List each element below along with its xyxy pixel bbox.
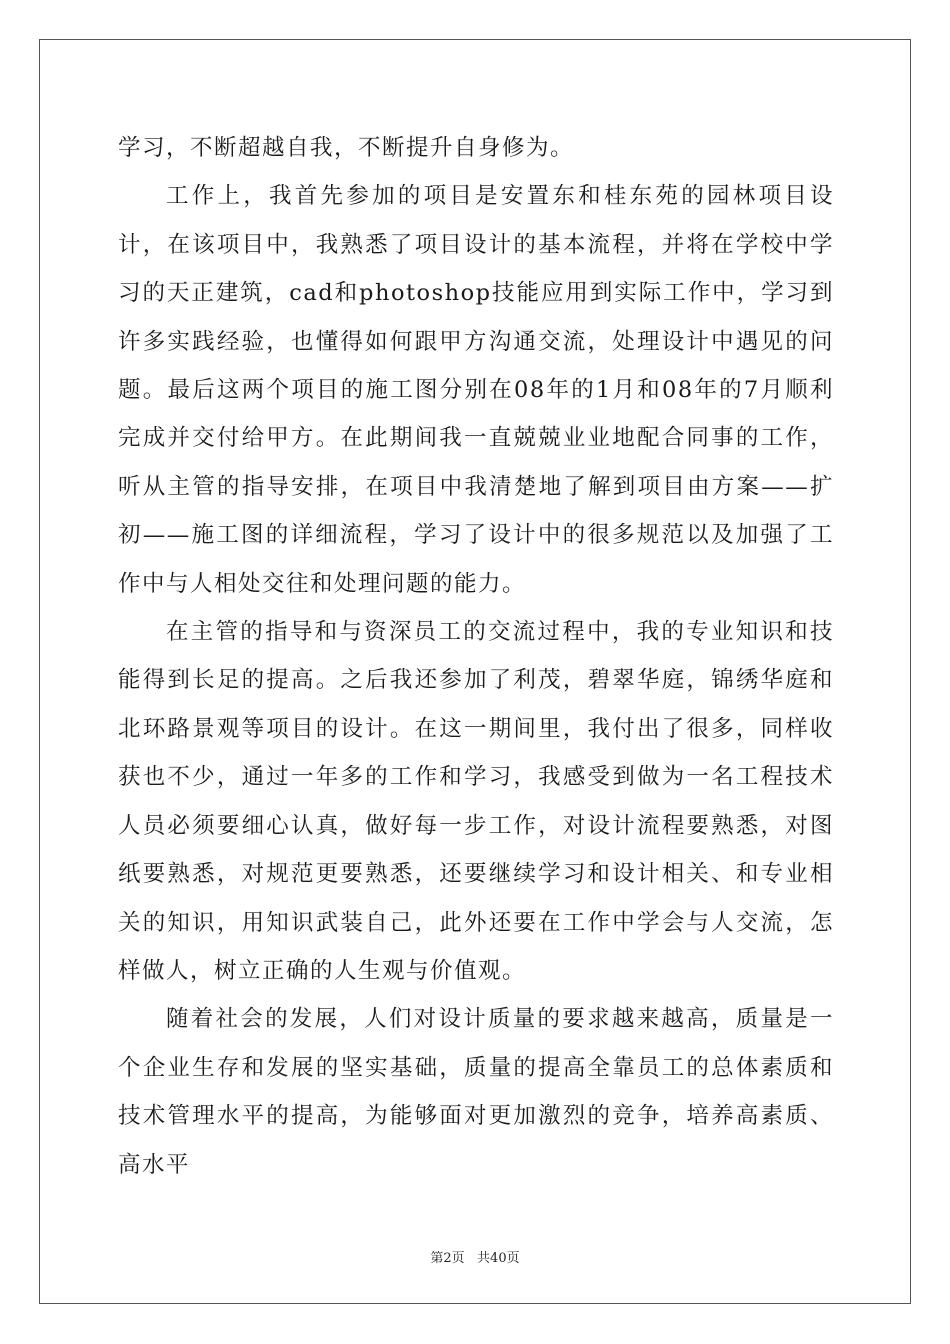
paragraph-quality-development: 随着社会的发展，人们对设计质量的要求越来越高，质量是一个企业生存和发展的坚实基础，质量的提高全靠员工的总体素质和技术管理水平的提高，为能够面对更加激烈的竞争，培养高素质、高水平 [118, 1006, 834, 1178]
page-number: 第2页 共40页 [430, 1251, 520, 1266]
paragraph-work-projects: 工作上，我首先参加的项目是安置东和桂东苑的园林项目设计，在该项目中，我熟悉了项目设计的基本流程，并将在学校中学习的天正建筑，cad和photoshop技能应用到实际工作中，学习到许多实践经验，也懂得如何跟甲方沟通交流，处理设计中遇见的问题。最后这两个项目的施工图分别在08年的1月和08年的7月顺利完成并交付给甲方。在此期间我一直兢兢业业地配合同事的工作，听从主管的指导安排，在项目中我清楚地了解到项目由方案——扩初——施工图的详细流程，学习了设计中的很多规范以及加强了工作中与人相处交往和处理问题的能力。 [118, 183, 834, 597]
paragraph-professional-growth: 在主管的指导和与资深员工的交流过程中，我的专业知识和技能得到长足的提高。之后我还参加了利茂，碧翠华庭，锦绣华庭和北环路景观等项目的设计。在这一期间里，我付出了很多，同样收获也不少，通过一年多的工作和学习，我感受到做为一名工程技术人员必须要细心认真，做好每一步工作，对设计流程要熟悉，对图纸要熟悉，对规范更要熟悉，还要继续学习和设计相关、和专业相关的知识，用知识武装自己，此外还要在工作中学会与人交流，怎样做人，树立正确的人生观与价值观。 [118, 619, 834, 984]
paragraph-continuation: 学习，不断超越自我，不断提升自身修为。 [118, 135, 575, 161]
document-body [118, 124, 834, 1189]
